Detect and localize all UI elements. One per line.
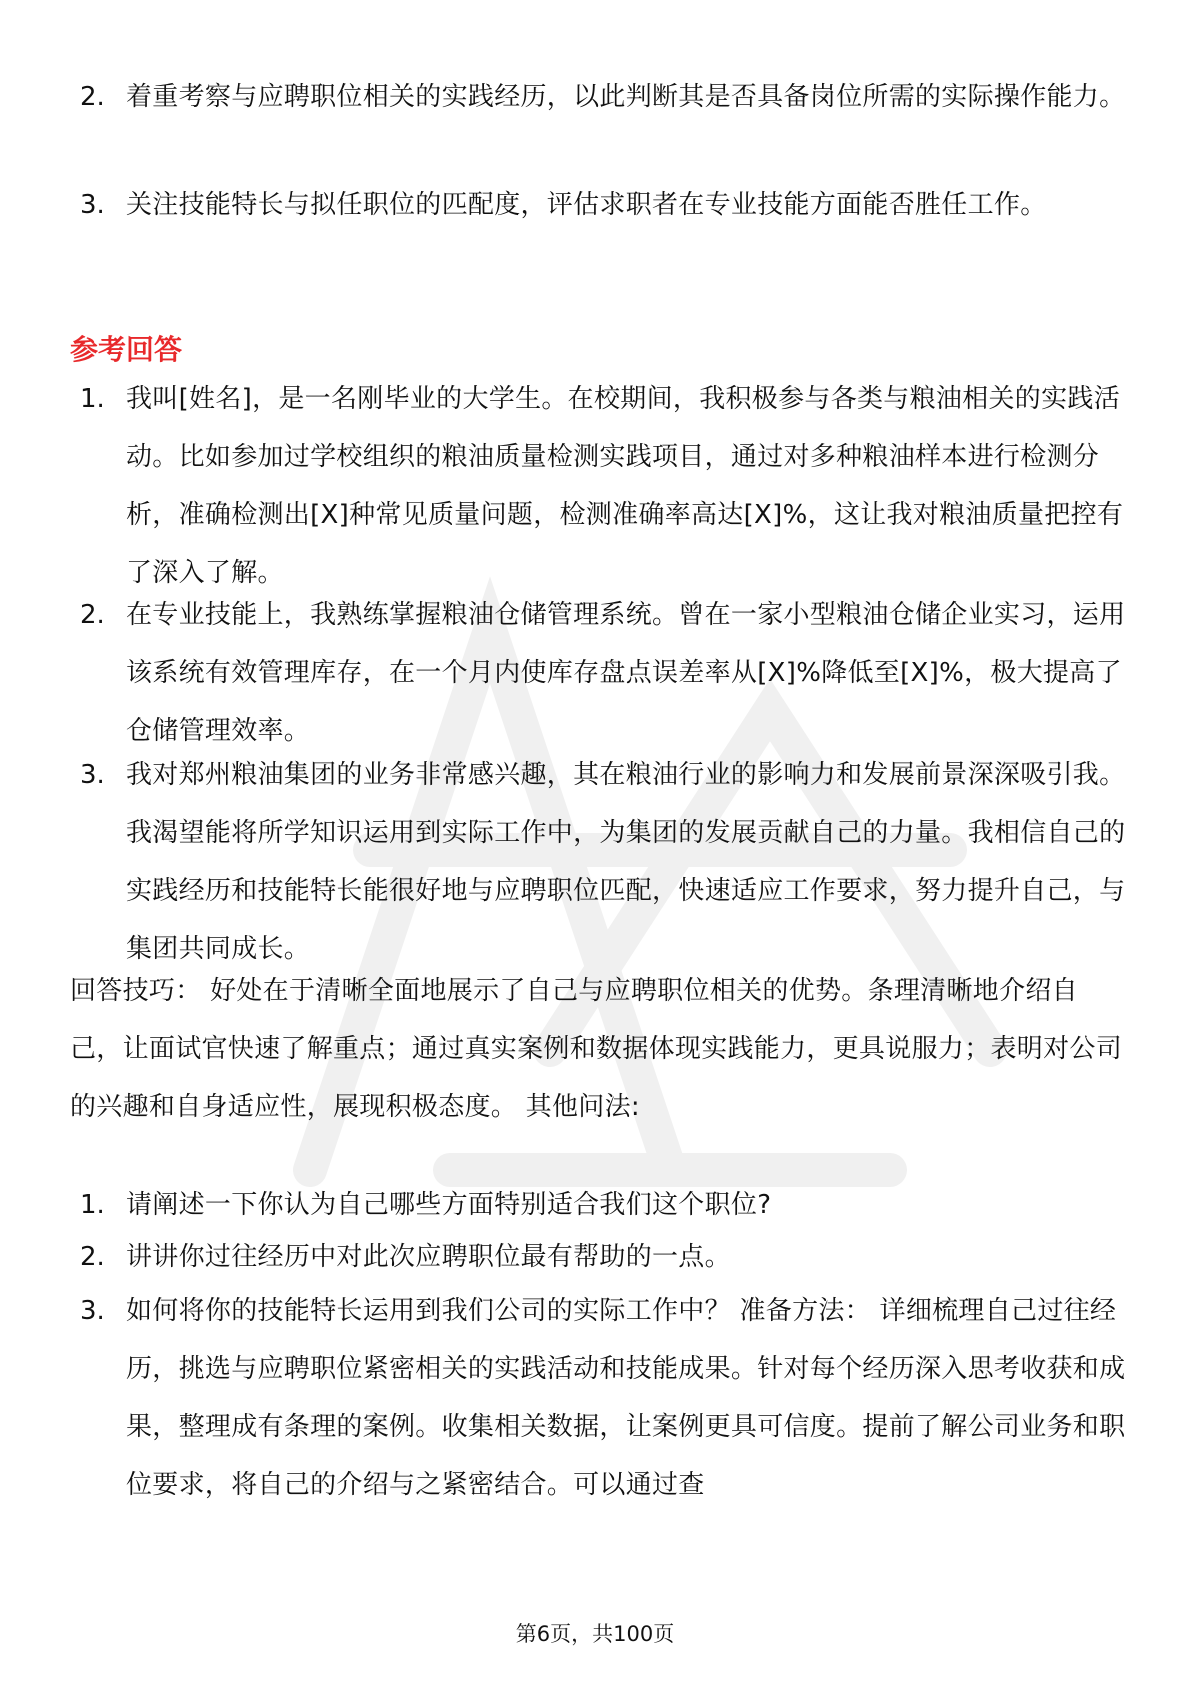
page-footer: 第6页，共100页 bbox=[515, 1622, 675, 1646]
list-text: 我叫[姓名]，是一名刚毕业的大学生。在校期间，我积极参与各类与粮油相关的实践活动。比如参加过学校组织的粮油质量检测实践项目，通过对多种粮油样本进行检测分析，准确检测出[X]种常见质量问题，检测准确率高达[X]%，这让我对粮油质量把控有了深入了解。 bbox=[126, 384, 1124, 588]
list-number: 3. bbox=[80, 190, 105, 220]
list-text: 关注技能特长与拟任职位的匹配度，评估求职者在专业技能方面能否胜任工作。 bbox=[126, 190, 1047, 220]
list-number: 2. bbox=[80, 82, 105, 112]
list-text: 在专业技能上，我熟练掌握粮油仓储管理系统。曾在一家小型粮油仓储企业实习，运用该系统有效管理库存，在一个月内使库存盘点误差率从[X]%降低至[X]%，极大提高了仓储管理效率。 bbox=[126, 600, 1126, 746]
list-text: 我对郑州粮油集团的业务非常感兴趣，其在粮油行业的影响力和发展前景深深吸引我。我渴望能将所学知识运用到实际工作中，为集团的发展贡献自己的力量。我相信自己的实践经历和技能特长能很好地与应聘职位匹配，快速适应工作要求，努力提升自己，与集团共同成长。 bbox=[126, 760, 1126, 964]
list-text: 如何将你的技能特长运用到我们公司的实际工作中？ 准备方法： 详细梳理自己过往经历，挑选与应聘职位紧密相关的实践活动和技能成果。针对每个经历深入思考收获和成果，整理成有条理的案例。收集相关数据，让案例更具可信度。提前了解公司业务和职位要求，将自己的介绍与之紧密结合。可以通过查 bbox=[126, 1296, 1126, 1500]
tips-paragraph: 回答技巧： 好处在于清晰全面地展示了自己与应聘职位相关的优势。条理清晰地介绍自己，让面试官快速了解重点；通过真实案例和数据体现实践能力，更具说服力；表明对公司的兴趣和自身适应性，展现积极态度。 其他问法: bbox=[70, 976, 1123, 1122]
list-number: 2. bbox=[80, 600, 105, 630]
list-number: 1. bbox=[80, 384, 105, 414]
list-text: 请阐述一下你认为自己哪些方面特别适合我们这个职位? bbox=[126, 1190, 772, 1220]
list-number: 2. bbox=[80, 1242, 105, 1272]
list-number: 3. bbox=[80, 760, 105, 790]
clipped-previous-line bbox=[115, 8, 1075, 44]
section-heading: 参考回答 bbox=[70, 333, 183, 366]
list-text: 着重考察与应聘职位相关的实践经历，以此判断其是否具备岗位所需的实际操作能力。 bbox=[126, 82, 1126, 112]
list-number: 3. bbox=[80, 1296, 105, 1326]
list-number: 1. bbox=[80, 1190, 105, 1220]
list-text: 讲讲你过往经历中对此次应聘职位最有帮助的一点。 bbox=[126, 1242, 731, 1272]
